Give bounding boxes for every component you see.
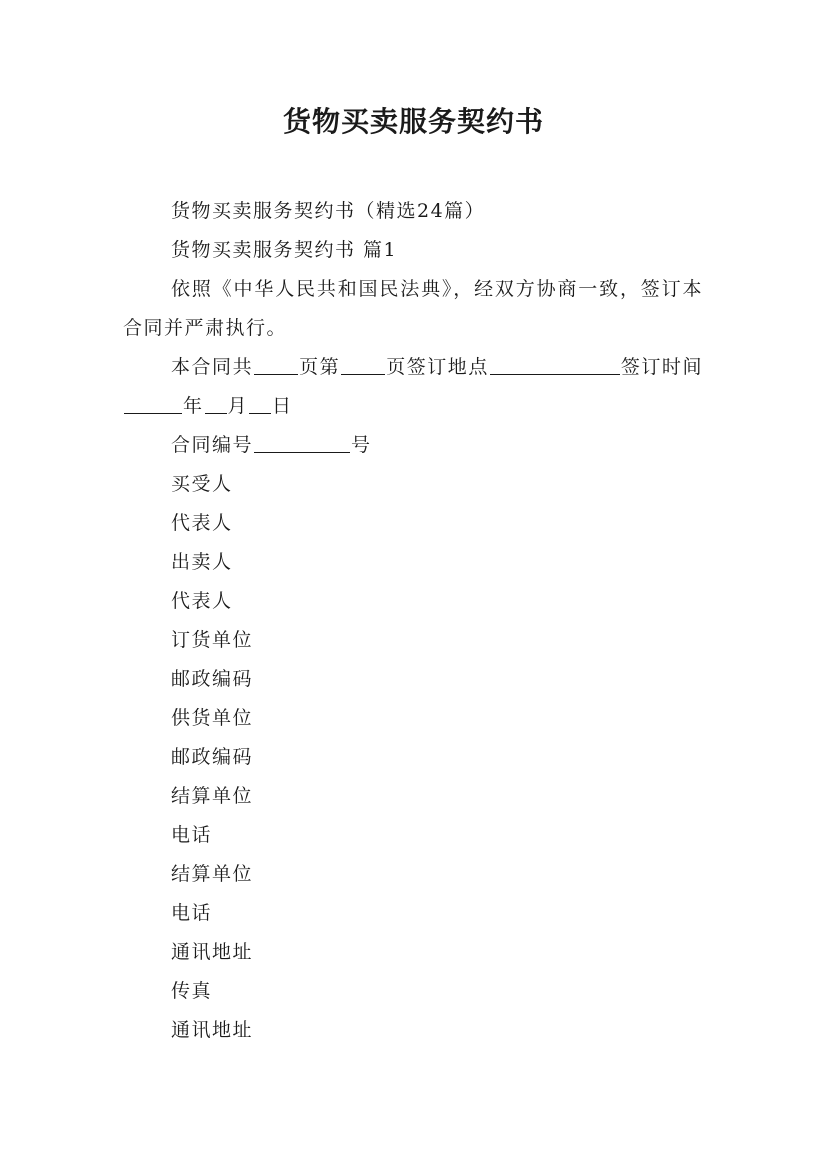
page-info-line [123, 348, 703, 426]
field-seller: 出卖人 [171, 551, 233, 573]
page-info-text-4: 签订时间 [620, 356, 703, 378]
page-info-text-2: 页第 [299, 356, 341, 378]
document-title: 货物买卖服务契约书 [282, 105, 544, 138]
total-pages-blank [254, 373, 298, 375]
field-postal-code: 邮政编码 [171, 668, 254, 690]
contract-number-blank [254, 451, 350, 453]
intro-paragraph: 依照《中华人民共和国民法典》，经双方协商一致，签订本合同并严肃执行。 [123, 278, 703, 339]
field-mailing-address: 通讯地址 [171, 941, 254, 963]
field-settlement-unit: 结算单位 [171, 785, 254, 807]
field-phone: 电话 [171, 902, 213, 924]
field-fax: 传真 [171, 980, 213, 1002]
contract-number-suffix: 号 [351, 434, 372, 456]
field-postal-code: 邮政编码 [171, 746, 254, 768]
section-heading: 货物买卖服务契约书 篇1 [171, 239, 398, 261]
field-phone: 电话 [171, 824, 213, 846]
day-blank [249, 412, 271, 414]
year-blank [124, 412, 182, 414]
document-subtitle: 货物买卖服务契约书（精选24篇） [171, 200, 486, 222]
page-info-text-1: 本合同共 [171, 356, 254, 378]
signing-place-blank [490, 373, 620, 375]
page-info-text-3: 页签订地点 [386, 356, 489, 378]
field-buyer-representative: 代表人 [171, 512, 233, 534]
field-ordering-unit: 订货单位 [171, 629, 254, 651]
field-seller-representative: 代表人 [171, 590, 233, 612]
month-blank [205, 412, 227, 414]
contract-number-label: 合同编号 [171, 434, 254, 456]
field-buyer: 买受人 [171, 473, 233, 495]
field-supplying-unit: 供货单位 [171, 707, 254, 729]
document-body [123, 192, 703, 1050]
contract-number-line [123, 426, 703, 465]
field-settlement-unit: 结算单位 [171, 863, 254, 885]
page-number-blank [341, 373, 385, 375]
page-info-text-6: 月 [227, 395, 249, 417]
field-mailing-address: 通讯地址 [171, 1019, 254, 1041]
page-info-text-5: 年 [183, 395, 204, 417]
page-info-text-7: 日 [272, 395, 293, 417]
